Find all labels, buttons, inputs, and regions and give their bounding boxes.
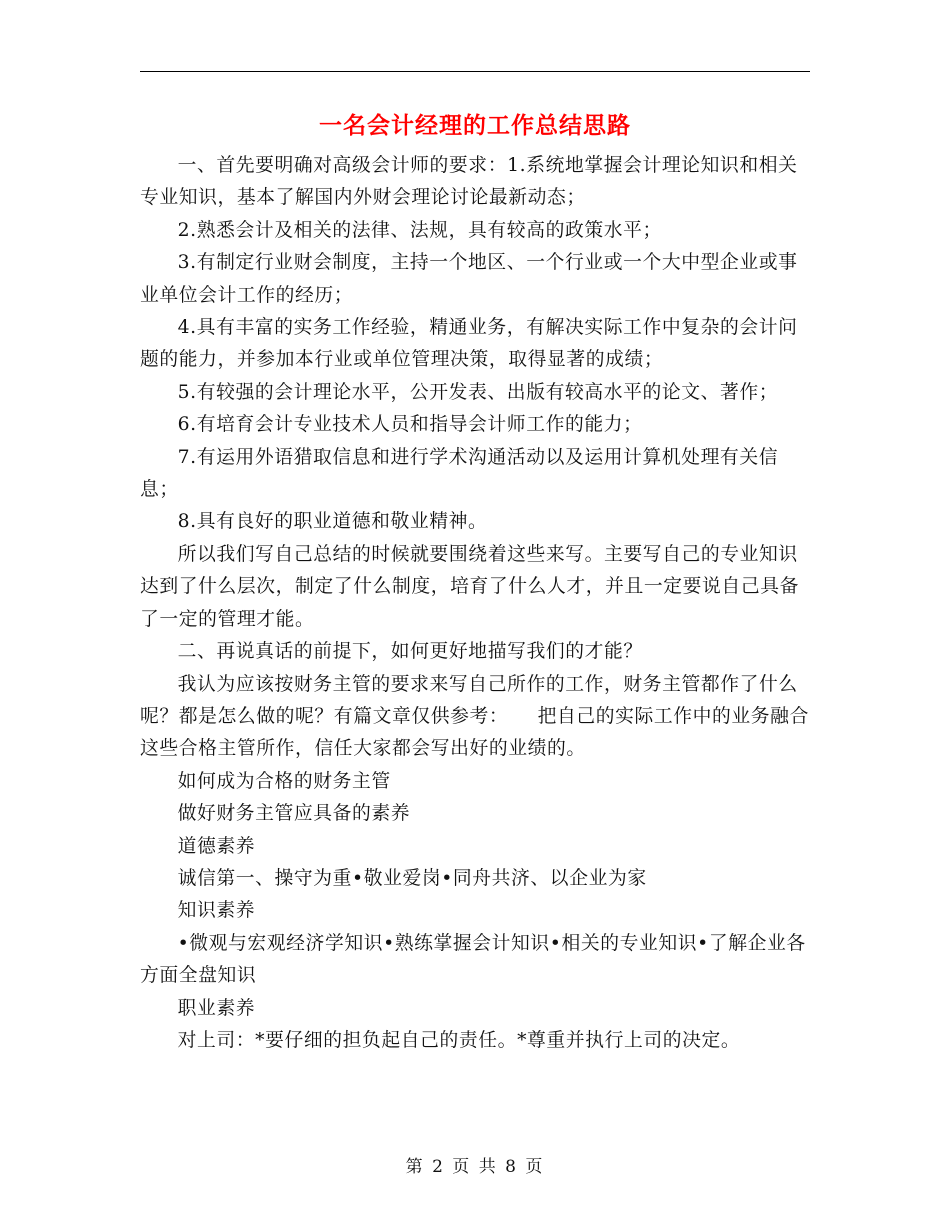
paragraph-moral-items: 诚信第一、操守为重•敬业爱岗•同舟共济、以企业为家 (177, 867, 647, 889)
document-body (140, 150, 810, 1057)
subheading-knowledge: 知识素养 (177, 900, 256, 922)
section-heading-two: 二、再说真话的前提下，如何更好地描写我们的才能？ (177, 641, 643, 663)
paragraph-requirements-6: 6.有培育会计专业技术人员和指导会计师工作的能力； (177, 414, 643, 436)
paragraph-requirements-1: 一、首先要明确对高级会计师的要求：1.系统地掌握会计理论知识和相关专业知识，基本了解国内外财会理论讨论最新动态； (140, 155, 798, 209)
paragraph-knowledge-items: •微观与宏观经济学知识•熟练掌握会计知识•相关的专业知识•了解企业各方面全盘知识 (140, 932, 806, 987)
subheading-professional: 职业素养 (177, 997, 256, 1019)
paragraph-reference: 我认为应该按财务主管的要求来写自己所作的工作，财务主管都作了什么呢？都是怎么做的呢？有篇文章仅供参考： 把自己的实际工作中的业务融合这些合格主管所作，信任大家都会写出好的业绩的。 (140, 673, 809, 760)
paragraph-requirements-5: 5.有较强的会计理论水平，公开发表、出版有较高水平的论文、著作； (177, 381, 779, 403)
paragraph-requirements-3: 3.有制定行业财会制度，主持一个地区、一个行业或一个大中型企业或事业单位会计工作的经历； (140, 252, 798, 306)
paragraph-requirements-7: 7.有运用外语猎取信息和进行学术沟通活动以及运用计算机处理有关信息； (140, 446, 779, 501)
subheading-qualified-manager: 如何成为合格的财务主管 (177, 770, 391, 792)
subheading-moral: 道德素养 (177, 835, 256, 857)
paragraph-superior: 对上司：*要仔细的担负起自己的责任。*尊重并执行上司的决定。 (177, 1029, 741, 1051)
paragraph-summary-focus: 所以我们写自己总结的时候就要围绕着这些来写。主要写自己的专业知识达到了什么层次，制定了什么制度，培育了什么人才，并且一定要说自己具备了一定的管理才能。 (140, 543, 799, 630)
paragraph-requirements-4: 4.具有丰富的实务工作经验，精通业务，有解决实际工作中复杂的会计问题的能力，并参加本行业或单位管理决策，取得显著的成绩； (140, 317, 798, 371)
paragraph-requirements-2: 2.熟悉会计及相关的法律、法规，具有较高的政策水平； (177, 219, 662, 241)
header-rule (140, 71, 810, 72)
page-number: 第 2 页 共 8 页 (405, 1157, 545, 1177)
subheading-qualities: 做好财务主管应具备的素养 (177, 803, 411, 825)
document-title: 一名会计经理的工作总结思路 (319, 113, 631, 139)
paragraph-requirements-8: 8.具有良好的职业道德和敬业精神。 (177, 511, 488, 533)
